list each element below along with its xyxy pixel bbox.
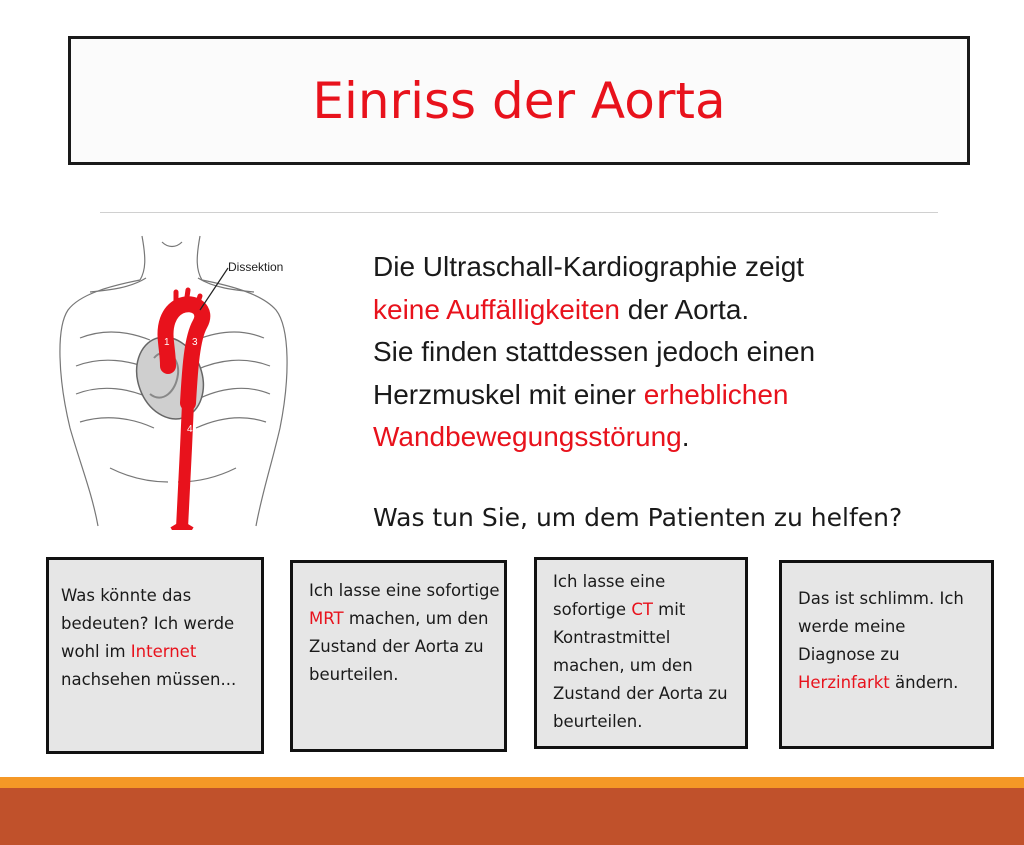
option-card-ct[interactable]	[534, 557, 748, 749]
option-card-mrt[interactable]	[290, 560, 507, 752]
option-text	[61, 582, 257, 694]
findings-text	[373, 246, 1013, 459]
option-highlight: MRT	[309, 609, 344, 628]
footer-band	[0, 788, 1024, 845]
rib-4	[80, 418, 154, 428]
aorta-dissection-illustration	[50, 228, 350, 530]
findings-line-2-rest: der Aorta.	[620, 293, 750, 325]
option-text-pre: Was könnte das bedeuten? Ich werde wohl im	[61, 586, 235, 661]
slide-title: Einriss der Aorta	[312, 71, 726, 130]
option-text-post: ändern.	[889, 673, 959, 692]
option-text	[798, 585, 987, 697]
option-text-pre: Ich lasse eine sofortige	[553, 572, 666, 619]
option-highlight: Internet	[130, 642, 197, 661]
neck-left-outline	[140, 236, 145, 280]
findings-line-2	[373, 289, 1013, 332]
findings-line-5-end: .	[681, 421, 690, 452]
rib-8	[196, 418, 266, 428]
torso-left-outline	[60, 280, 140, 526]
findings-line-4	[373, 374, 1013, 417]
option-text-post: mit Kontrastmittel machen, um den Zustand der Aorta zu beurteilen.	[553, 600, 728, 731]
torso-anatomy-drawing	[50, 228, 350, 530]
option-highlight: Herzinfarkt	[798, 673, 890, 692]
dissection-label: Dissektion	[228, 260, 284, 274]
marker-3: 3	[192, 337, 198, 348]
no-abnormalities-highlight: keine Auffälligkeiten	[373, 293, 620, 325]
neck-right-outline	[197, 236, 202, 280]
findings-line-1: Die Ultraschall-Kardiographie zeigt	[373, 251, 805, 282]
rib-7	[196, 388, 270, 400]
torso-right-outline	[202, 280, 287, 526]
dissection-pointer	[200, 268, 228, 310]
footer-accent-line	[0, 777, 1024, 788]
option-text-pre: Ich lasse eine sofortige	[309, 581, 500, 600]
title-box	[68, 36, 970, 165]
option-card-internet[interactable]	[46, 557, 264, 754]
diaphragm-left	[110, 468, 168, 482]
rib-6	[196, 360, 270, 370]
option-text	[309, 577, 500, 689]
question-prompt: Was tun Sie, um dem Patienten zu helfen?	[373, 503, 903, 532]
chin-line	[162, 242, 182, 247]
findings-line-3: Sie finden stattdessen jedoch einen	[373, 336, 816, 367]
option-highlight: CT	[631, 600, 653, 619]
considerable-highlight: erheblichen	[643, 378, 789, 410]
findings-line-4-start: Herzmuskel mit einer	[373, 378, 644, 410]
option-text	[553, 568, 741, 736]
marker-2: 2	[180, 324, 186, 335]
rib-1	[80, 332, 150, 340]
rib-5	[196, 332, 264, 340]
option-card-herzinfarkt[interactable]	[779, 560, 994, 749]
option-text-pre: Das ist schlimm. Ich werde meine Diagnose zu	[798, 589, 964, 664]
wall-motion-disorder-highlight: Wandbewegungsstörung	[373, 421, 682, 452]
findings-line-5	[373, 416, 1013, 459]
divider	[100, 212, 938, 213]
marker-4: 4	[187, 424, 193, 435]
option-text-post: nachsehen müssen...	[61, 670, 237, 689]
option-text-post: machen, um den Zustand der Aorta zu beurteilen.	[309, 609, 489, 684]
marker-1: 1	[164, 337, 170, 348]
